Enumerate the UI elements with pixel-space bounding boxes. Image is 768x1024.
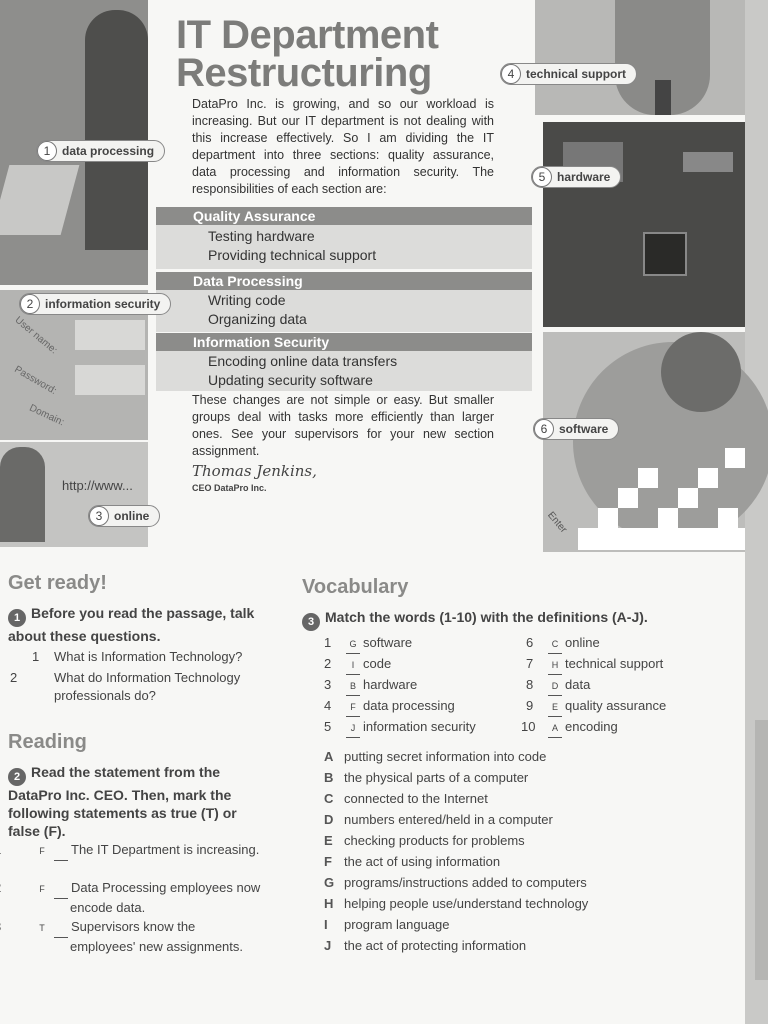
answer-blank[interactable]: F — [54, 880, 68, 899]
definition-text: the physical parts of a computer — [344, 770, 529, 785]
definition-text: checking products for problems — [344, 833, 525, 848]
question-number: 2 — [8, 768, 26, 786]
article-title — [176, 13, 439, 95]
responsibility: Writing code — [208, 292, 286, 308]
definition-letter: F — [324, 854, 332, 869]
word-text: data — [565, 677, 591, 692]
label-text: hardware — [557, 170, 611, 184]
item-number: 2 — [10, 670, 18, 685]
answer-blank[interactable]: E — [548, 698, 562, 717]
answer-blank[interactable]: D — [548, 677, 562, 696]
label-number: 5 — [532, 167, 552, 187]
vocab-word — [521, 718, 618, 738]
definition — [324, 917, 450, 932]
vocab-word — [526, 655, 663, 675]
definition-text: programs/instructions added to computers — [344, 875, 587, 890]
list-item — [10, 669, 262, 705]
section-heading: Quality Assurance — [156, 207, 532, 225]
definition-letter: D — [324, 812, 334, 827]
definition — [324, 749, 546, 764]
page-edge-shadow — [755, 720, 768, 980]
reading-question — [8, 763, 258, 840]
decor-square — [725, 448, 745, 468]
definition — [324, 812, 553, 827]
decor-square — [658, 508, 678, 528]
domain-label: Domain: — [27, 402, 66, 429]
vocab-word — [526, 634, 600, 654]
article-closing: These changes are not simple or easy. But smaller groups deal with tasks more efficiently than larger ones. See your supervisors for your new section assignment. — [192, 393, 494, 458]
software-photo — [543, 332, 745, 552]
get-ready-question — [8, 604, 268, 645]
responsibility: Encoding online data transfers — [208, 353, 398, 369]
question-text: Read the statement from the DataPro Inc. CEO. Then, mark the following statements as true (T) or false (F). — [8, 764, 237, 839]
item-text: Supervisors know the employees' new assignments. — [70, 919, 244, 954]
online-photo — [0, 442, 148, 547]
vocabulary-question — [302, 608, 732, 631]
answer-blank[interactable]: A — [548, 719, 562, 738]
label-text: software — [559, 422, 609, 436]
definition-text: putting secret information into code — [344, 749, 547, 764]
answer-blank[interactable]: F — [346, 698, 360, 717]
technical-support-photo — [535, 0, 745, 115]
password-label: Password: — [12, 364, 59, 397]
definition — [324, 770, 528, 785]
definition-text: connected to the Internet — [344, 791, 488, 806]
label-number: 1 — [37, 141, 57, 161]
vocabulary-heading: Vocabulary — [302, 576, 409, 598]
definition-letter: H — [324, 896, 334, 911]
person-shape — [0, 447, 45, 542]
question-number: 1 — [8, 609, 26, 627]
definition — [324, 854, 500, 869]
photo-label — [533, 418, 619, 440]
question-text: Before you read the passage, talk about these questions. — [8, 605, 255, 644]
question-text: Match the words (1-10) with the definitions (A-J). — [325, 609, 648, 625]
answer-blank[interactable]: F — [54, 842, 68, 861]
word-text: software — [363, 635, 413, 650]
label-text: data processing — [62, 144, 155, 158]
answer-blank[interactable]: I — [346, 656, 360, 675]
definition-letter: G — [324, 875, 335, 890]
photo-label — [88, 505, 160, 527]
question-number: 3 — [302, 613, 320, 631]
photo-label — [19, 293, 171, 315]
responsibility: Organizing data — [208, 311, 307, 327]
photo-label — [531, 166, 621, 188]
definition-letter: E — [324, 833, 333, 848]
label-text: information security — [45, 297, 161, 311]
definition-letter: J — [324, 938, 332, 953]
item-text: What is Information Technology? — [54, 649, 243, 664]
decor-square — [578, 528, 745, 550]
answer-blank[interactable]: H — [548, 656, 562, 675]
answer-blank[interactable]: G — [346, 635, 360, 654]
word-text: code — [363, 656, 392, 671]
definition-text: the act of protecting information — [344, 938, 527, 953]
item-number: 7 — [526, 656, 534, 671]
definition-letter: A — [324, 749, 334, 764]
photo-label — [36, 140, 165, 162]
label-number: 6 — [534, 419, 554, 439]
item-number: 4 — [324, 698, 332, 713]
definition — [324, 833, 525, 848]
definition-text: numbers entered/held in a computer — [344, 812, 553, 827]
vocab-word — [526, 697, 666, 717]
definition-text: helping people use/understand technology — [344, 896, 589, 911]
word-text: online — [565, 635, 600, 650]
title-line-1: IT Department — [176, 13, 439, 57]
item-number: 10 — [521, 719, 536, 734]
item-number: 1 — [32, 649, 40, 664]
vocab-word — [324, 718, 476, 738]
tie-shape — [655, 80, 671, 115]
login-field — [75, 365, 145, 395]
item-number: 3 — [324, 677, 332, 692]
url-text: http://www... — [62, 478, 133, 493]
item-number: 6 — [526, 635, 534, 650]
item-text: Data Processing employees now encode data. — [70, 880, 261, 915]
decor-square — [598, 508, 618, 528]
answer-blank[interactable]: J — [346, 719, 360, 738]
vocab-word — [324, 655, 391, 675]
definition-text: program language — [344, 917, 450, 932]
answer-blank[interactable]: T — [54, 919, 68, 938]
disc-hub-shape — [661, 332, 741, 412]
definition — [324, 938, 526, 953]
item-text: What do Information Technology professionals do? — [54, 670, 241, 703]
responsibility: Testing hardware — [208, 228, 315, 244]
vocab-word — [324, 634, 412, 654]
definition-text: the act of using information — [344, 854, 501, 869]
reading-heading: Reading — [8, 731, 87, 753]
word-text: quality assurance — [565, 698, 667, 713]
answer-blank[interactable]: B — [346, 677, 360, 696]
item-number: 9 — [526, 698, 534, 713]
get-ready-heading: Get ready! — [8, 572, 107, 594]
label-text: technical support — [526, 67, 627, 81]
item-number: 2 — [324, 656, 332, 671]
person-shape — [85, 10, 148, 250]
item-text: The IT Department is increasing. — [71, 842, 260, 857]
list-item — [32, 648, 262, 666]
vocab-word — [324, 697, 455, 717]
decor-square — [698, 468, 718, 488]
word-text: technical support — [565, 656, 664, 671]
login-field — [75, 320, 145, 350]
definition-letter: I — [324, 917, 328, 932]
true-false-item — [32, 879, 262, 917]
title-line-2: Restructuring — [176, 51, 432, 95]
definition-letter: C — [324, 791, 334, 806]
item-number: 5 — [324, 719, 332, 734]
item-number: 8 — [526, 677, 534, 692]
signature: Thomas Jenkins, — [192, 462, 317, 480]
decor-square — [638, 468, 658, 488]
label-number: 4 — [501, 64, 521, 84]
decor-square — [618, 488, 638, 508]
definition — [324, 875, 587, 890]
decor-square — [718, 508, 738, 528]
label-text: online — [114, 509, 150, 523]
vocab-word — [526, 676, 590, 696]
photo-label — [500, 63, 637, 85]
label-number: 2 — [20, 294, 40, 314]
word-text: data processing — [363, 698, 455, 713]
article-intro: DataPro Inc. is growing, and so our workload is increasing. But our IT department is not dealing with this increase effectively. So I am dividing the IT department into three sections: quality assurance, data processing and information security. The responsibilities of each section are: — [192, 97, 494, 196]
true-false-item — [32, 841, 262, 861]
responsibility: Providing technical support — [208, 247, 377, 263]
true-false-item — [32, 918, 262, 956]
user-name-label: User name: — [12, 314, 60, 357]
section-heading: Data Processing — [156, 272, 532, 290]
definition — [324, 896, 588, 911]
enter-key-label: Enter — [545, 509, 569, 536]
section-heading: Information Security — [156, 333, 532, 351]
word-text: hardware — [363, 677, 418, 692]
keyboard-shape — [0, 165, 79, 235]
responsibility: Updating security software — [208, 372, 373, 388]
label-number: 3 — [89, 506, 109, 526]
word-text: information security — [363, 719, 476, 734]
signer-title: CEO DataPro Inc. — [192, 483, 267, 493]
chip-shape — [643, 232, 687, 276]
decor-square — [678, 488, 698, 508]
vocab-word — [324, 676, 417, 696]
hardware-photo — [543, 122, 745, 327]
definition-letter: B — [324, 770, 334, 785]
item-number: 1 — [324, 635, 332, 650]
answer-blank[interactable]: C — [548, 635, 562, 654]
word-text: encoding — [565, 719, 618, 734]
definition — [324, 791, 488, 806]
chip-shape — [683, 152, 733, 172]
